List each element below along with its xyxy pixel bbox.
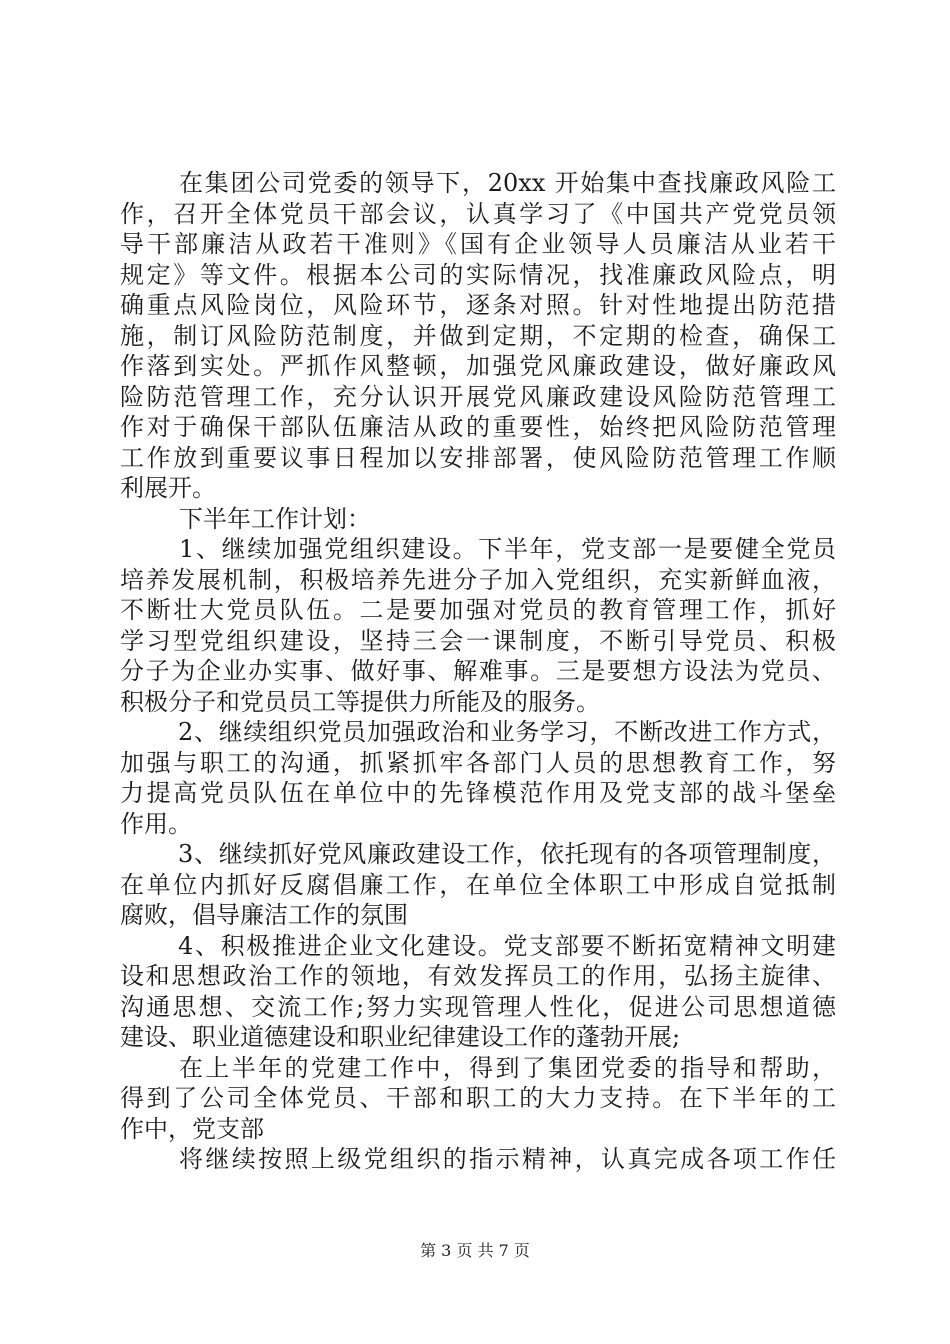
page-number-footer: 第 3 页 共 7 页 (420, 1241, 530, 1260)
text-line: 规定》等文件。根据本公司的实际情况，找准廉政风险点，明 (120, 260, 836, 289)
plan-item-3 (120, 839, 836, 931)
text-line: 沟通思想、交流工作;努力实现管理人性化，促进公司思想道德 (120, 992, 836, 1021)
text-line: 腐败，倡导廉洁工作的氛围 (120, 901, 408, 929)
text-line: 作中，党支部 (120, 1114, 264, 1143)
text-line: 将继续按照上级党组织的指示精神，认真完成各项工作任 (179, 1145, 836, 1173)
text-line: 不断壮大党员队伍。二是要加强对党员的教育管理工作，抓好 (120, 596, 836, 624)
text-line: 积极分子和党员员工等提供力所能及的服务。 (120, 687, 600, 716)
text-line: 作，召开全体党员干部会议，认真学习了《中国共产党党员领 (120, 199, 836, 228)
text-line: 导干部廉洁从政若干准则》《国有企业领导人员廉洁从业若干 (120, 230, 836, 258)
text-line: 3、继续抓好党风廉政建设工作，依托现有的各项管理制度， (178, 840, 836, 868)
document-body (120, 168, 836, 1175)
text-line: 在集团公司党委的领导下，20xx 开始集中查找廉政风险工 (179, 169, 836, 197)
text-line: 建设、职业道德建设和职业纪律建设工作的蓬勃开展; (120, 1023, 681, 1051)
text-line: 工作放到重要议事日程加以安排部署，使风险防范管理工作顺 (120, 443, 836, 472)
text-line: 施，制订风险防范制度，并做到定期，不定期的检查，确保工 (120, 321, 836, 350)
text-line: 4、积极推进企业文化建设。党支部要不断拓宽精神文明建 (178, 931, 836, 960)
plan-item-2 (120, 717, 836, 839)
text-line: 1、继续加强党组织建设。下半年，党支部一是要健全党员 (179, 535, 836, 563)
text-line: 设和思想政治工作的领地，有效发挥员工的作用，弘扬主旋律、 (120, 962, 836, 990)
text-line: 力提高党员队伍在单位中的先锋模范作用及党支部的战斗堡垒 (120, 779, 836, 807)
text-line: 分子为企业办实事、做好事、解难事。三是要想方设法为党员、 (120, 657, 836, 685)
text-line: 作落到实处。严抓作风整顿，加强党风廉政建设，做好廉政风 (120, 352, 836, 380)
text-line: 作对于确保干部队伍廉洁从政的重要性，始终把风险防范管理 (120, 413, 836, 441)
text-line: 培养发展机制，积极培养先进分子加入党组织，充实新鲜血液， (120, 565, 836, 594)
text-line: 得到了公司全体党员、干部和职工的大力支持。在下半年的工 (120, 1084, 836, 1112)
plan-item-4 (120, 931, 836, 1053)
text-line: 2、继续组织党员加强政治和业务学习，不断改进工作方式， (178, 718, 836, 746)
paragraph-continuation (120, 1144, 836, 1175)
text-line: 加强与职工的沟通，抓紧抓牢各部门人员的思想教育工作，努 (120, 748, 836, 777)
heading-line: 下半年工作计划： (179, 504, 371, 533)
text-line: 险防范管理工作，充分认识开展党风廉政建设风险防范管理工 (120, 382, 836, 411)
plan-item-1 (120, 534, 836, 717)
section-heading-plan (120, 504, 836, 535)
paragraph-acknowledgement (120, 1053, 836, 1145)
text-line: 学习型党组织建设，坚持三会一课制度，不断引导党员、积极 (120, 626, 836, 655)
text-line: 在上半年的党建工作中，得到了集团党委的指导和帮助， (179, 1053, 836, 1082)
text-line: 在单位内抓好反腐倡廉工作，在单位全体职工中形成自觉抵制 (120, 870, 836, 899)
text-line: 作用。 (120, 809, 192, 838)
paragraph-risk-prevention (120, 168, 836, 504)
text-line: 确重点风险岗位，风险环节，逐条对照。针对性地提出防范措 (120, 291, 836, 319)
text-line: 利展开。 (120, 474, 216, 502)
